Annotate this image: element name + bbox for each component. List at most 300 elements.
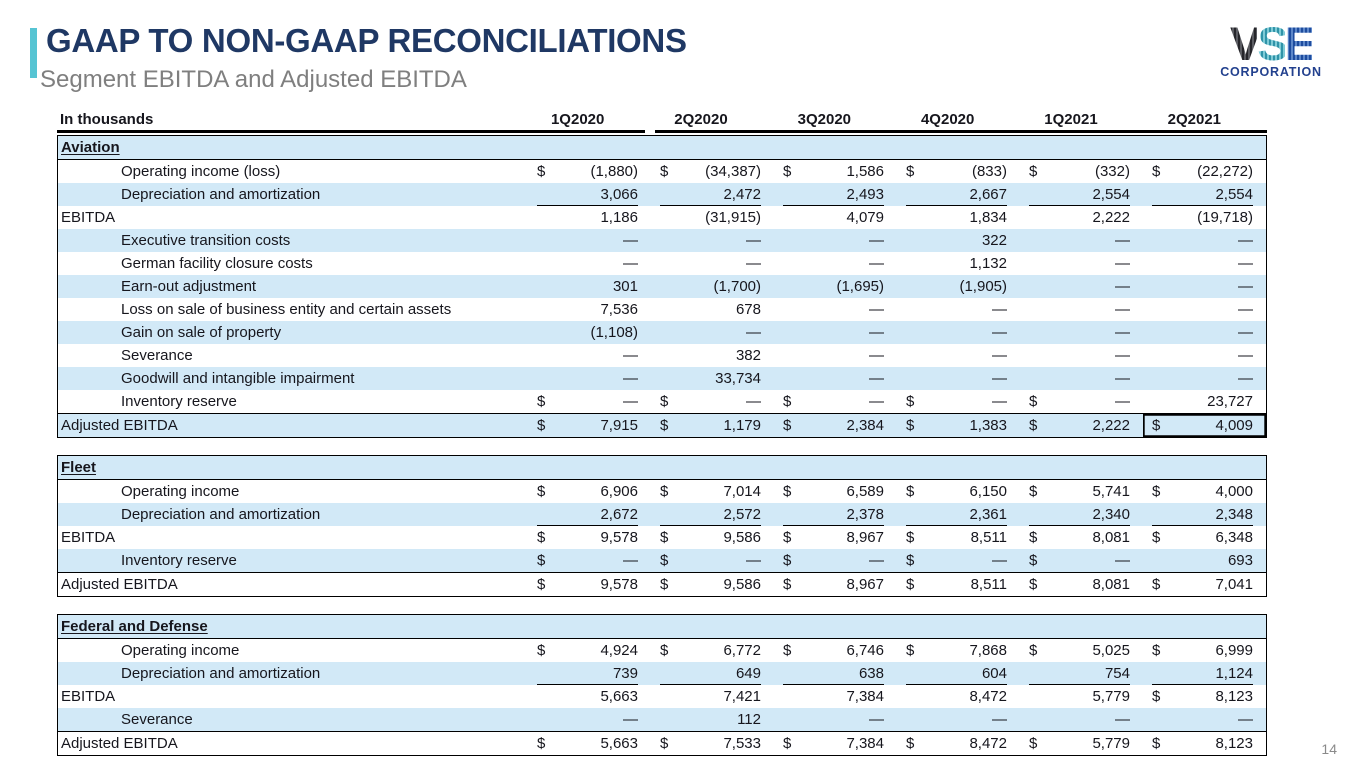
table-row xyxy=(58,298,1266,321)
value-inner xyxy=(906,685,1007,708)
dollar-sign: $ xyxy=(1029,735,1038,752)
value-cell xyxy=(651,321,774,344)
row-label: Loss on sale of business entity and certain assets xyxy=(121,301,452,318)
cell-value: 322 xyxy=(981,232,1007,249)
value-cell xyxy=(528,414,651,437)
cell-value: 2,222 xyxy=(1092,417,1130,434)
value-cell xyxy=(528,549,651,572)
dollar-sign: $ xyxy=(537,735,546,752)
cell-value: 9,578 xyxy=(600,576,638,593)
cell-value: — xyxy=(1115,347,1130,364)
cell-value: 2,384 xyxy=(846,417,884,434)
table-row xyxy=(58,390,1266,414)
cell-value: 8,081 xyxy=(1092,576,1130,593)
page-subtitle: Segment EBITDA and Adjusted EBITDA xyxy=(40,66,467,93)
dollar-sign: $ xyxy=(1152,735,1161,752)
cell-value: (34,387) xyxy=(705,163,761,180)
cell-value: 754 xyxy=(1104,664,1130,682)
cell-value: — xyxy=(992,370,1007,387)
cell-value: — xyxy=(1115,393,1130,410)
value-inner xyxy=(906,732,1007,755)
title-accent-bar xyxy=(30,28,37,78)
column-header: 4Q2020 xyxy=(920,111,975,128)
value-cell xyxy=(1020,414,1143,437)
value-inner xyxy=(1152,639,1253,662)
dollar-sign: $ xyxy=(660,642,669,659)
value-inner xyxy=(1152,526,1253,549)
cell-value: — xyxy=(992,347,1007,364)
dollar-sign: $ xyxy=(783,576,792,593)
value-inner xyxy=(1029,367,1130,390)
cell-value: 5,779 xyxy=(1092,688,1130,705)
value-cell xyxy=(528,708,651,731)
value-inner xyxy=(660,275,761,298)
cell-value: 8,123 xyxy=(1215,688,1253,705)
value-cell xyxy=(651,573,774,596)
table-row xyxy=(58,414,1266,437)
value-inner xyxy=(1152,229,1253,252)
cell-value: — xyxy=(869,347,884,364)
dollar-sign: $ xyxy=(1152,576,1161,593)
value-cell xyxy=(1020,252,1143,275)
cell-value: 8,081 xyxy=(1092,529,1130,546)
value-inner xyxy=(537,480,638,503)
value-inner xyxy=(1029,526,1130,549)
value-cell xyxy=(1020,275,1143,298)
dollar-sign: $ xyxy=(660,417,669,434)
value-cell xyxy=(528,229,651,252)
cell-value: 5,663 xyxy=(600,735,638,752)
logo-wordmark xyxy=(1212,17,1330,70)
dollar-sign: $ xyxy=(1152,688,1161,705)
value-inner xyxy=(660,662,761,685)
value-inner xyxy=(1152,708,1253,731)
value-inner xyxy=(783,639,884,662)
row-label: EBITDA xyxy=(61,529,116,546)
cell-value: — xyxy=(992,301,1007,318)
value-inner xyxy=(660,390,761,413)
dollar-sign: $ xyxy=(906,393,915,410)
dollar-sign: $ xyxy=(660,483,669,500)
dollar-sign: $ xyxy=(783,642,792,659)
cell-value: — xyxy=(1238,370,1253,387)
value-cell xyxy=(528,480,651,503)
value-cell xyxy=(528,732,651,755)
value-cell xyxy=(897,662,1020,685)
table-row xyxy=(58,639,1266,662)
value-cell xyxy=(528,298,651,321)
logo-letter-e: E xyxy=(1284,17,1313,70)
value-inner xyxy=(1152,183,1253,206)
value-inner xyxy=(1152,206,1253,229)
row-label: EBITDA xyxy=(61,688,116,705)
cell-value: 693 xyxy=(1227,552,1253,569)
table-row xyxy=(58,549,1266,573)
table-row xyxy=(58,321,1266,344)
value-cell xyxy=(651,662,774,685)
value-inner xyxy=(906,206,1007,229)
value-inner xyxy=(537,503,638,526)
cell-value: — xyxy=(1115,324,1130,341)
value-inner xyxy=(1029,252,1130,275)
value-cell xyxy=(528,252,651,275)
cell-value: 7,915 xyxy=(600,417,638,434)
dollar-sign: $ xyxy=(1152,642,1161,659)
value-inner xyxy=(537,390,638,413)
value-inner xyxy=(660,573,761,596)
table-sections xyxy=(57,135,1267,756)
dollar-sign: $ xyxy=(660,393,669,410)
cell-value: 7,421 xyxy=(723,688,761,705)
cell-value: — xyxy=(1115,255,1130,272)
value-cell xyxy=(897,480,1020,503)
value-inner xyxy=(783,503,884,526)
value-inner xyxy=(1029,503,1130,526)
value-cell xyxy=(651,275,774,298)
value-cell xyxy=(1143,344,1266,367)
cell-value: (1,108) xyxy=(590,324,638,341)
value-inner xyxy=(1029,344,1130,367)
value-inner xyxy=(906,573,1007,596)
value-inner xyxy=(1152,367,1253,390)
row-label: Operating income xyxy=(121,483,240,500)
value-cell xyxy=(651,685,774,708)
value-cell xyxy=(774,183,897,206)
cell-value: 7,533 xyxy=(723,735,761,752)
value-cell xyxy=(528,662,651,685)
row-label: Adjusted EBITDA xyxy=(61,576,178,593)
value-inner xyxy=(1029,549,1130,572)
value-inner xyxy=(1029,321,1130,344)
row-label: Depreciation and amortization xyxy=(121,186,321,203)
dollar-sign: $ xyxy=(1152,483,1161,500)
value-cell xyxy=(774,708,897,731)
value-cell xyxy=(897,206,1020,229)
cell-value: 604 xyxy=(981,664,1007,682)
value-inner xyxy=(537,685,638,708)
dollar-sign: $ xyxy=(1029,642,1038,659)
cell-value: 9,586 xyxy=(723,529,761,546)
cell-value: 1,834 xyxy=(969,209,1007,226)
value-cell xyxy=(897,229,1020,252)
cell-value: 2,348 xyxy=(1215,505,1253,523)
cell-value: 6,150 xyxy=(969,483,1007,500)
cell-value: 3,066 xyxy=(600,185,638,203)
table-row xyxy=(58,229,1266,252)
value-inner xyxy=(1152,298,1253,321)
cell-value: — xyxy=(1238,255,1253,272)
cell-value: 2,667 xyxy=(969,185,1007,203)
value-cell xyxy=(897,160,1020,183)
value-inner xyxy=(537,708,638,731)
cell-value: 4,924 xyxy=(600,642,638,659)
cell-value: — xyxy=(992,393,1007,410)
value-inner xyxy=(1029,685,1130,708)
value-cell xyxy=(651,390,774,413)
value-inner xyxy=(906,183,1007,206)
cell-value: — xyxy=(623,393,638,410)
value-cell xyxy=(528,367,651,390)
value-inner xyxy=(1029,229,1130,252)
table-row xyxy=(58,275,1266,298)
value-inner xyxy=(537,414,638,437)
value-cell xyxy=(1143,503,1266,526)
value-cell xyxy=(774,573,897,596)
value-inner xyxy=(1029,390,1130,413)
row-label: Earn-out adjustment xyxy=(121,278,257,295)
table-row xyxy=(58,662,1266,685)
value-cell xyxy=(651,252,774,275)
cell-value: — xyxy=(869,255,884,272)
cell-value: — xyxy=(746,255,761,272)
value-inner xyxy=(1029,206,1130,229)
cell-value: (1,695) xyxy=(836,278,884,295)
value-cell xyxy=(1143,526,1266,549)
value-inner xyxy=(783,573,884,596)
dollar-sign: $ xyxy=(906,552,915,569)
cell-value: 301 xyxy=(612,278,638,295)
value-cell xyxy=(1143,708,1266,731)
value-cell xyxy=(651,183,774,206)
dollar-sign: $ xyxy=(660,529,669,546)
dollar-sign: $ xyxy=(783,163,792,180)
value-cell xyxy=(774,160,897,183)
value-cell xyxy=(897,367,1020,390)
value-inner xyxy=(783,480,884,503)
value-inner xyxy=(1029,662,1130,685)
value-cell xyxy=(897,549,1020,572)
value-inner xyxy=(660,229,761,252)
value-cell xyxy=(651,414,774,437)
value-inner xyxy=(537,275,638,298)
cell-value: — xyxy=(623,347,638,364)
cell-value: — xyxy=(1238,232,1253,249)
cell-value: 8,967 xyxy=(846,576,884,593)
cell-value: 638 xyxy=(858,664,884,682)
value-cell xyxy=(774,367,897,390)
cell-value: — xyxy=(623,552,638,569)
value-cell xyxy=(774,685,897,708)
value-cell xyxy=(1143,298,1266,321)
cell-value: 2,472 xyxy=(723,185,761,203)
value-inner xyxy=(783,229,884,252)
table-row xyxy=(58,503,1266,526)
value-inner xyxy=(783,662,884,685)
value-inner xyxy=(660,708,761,731)
cell-value: — xyxy=(1238,278,1253,295)
value-cell xyxy=(1020,321,1143,344)
logo-letter-v: V xyxy=(1229,17,1258,70)
cell-value: 4,000 xyxy=(1215,483,1253,500)
value-inner xyxy=(660,367,761,390)
value-cell xyxy=(774,549,897,572)
value-inner xyxy=(1029,183,1130,206)
value-cell xyxy=(1143,321,1266,344)
column-header: 2Q2021 xyxy=(1167,111,1222,128)
cell-value: — xyxy=(1238,711,1253,728)
table-row xyxy=(58,344,1266,367)
cell-value: (31,915) xyxy=(705,209,761,226)
column-header: 1Q2021 xyxy=(1044,111,1098,128)
row-label: Depreciation and amortization xyxy=(121,665,321,682)
value-cell xyxy=(897,321,1020,344)
value-cell xyxy=(774,662,897,685)
cell-value: 6,348 xyxy=(1215,529,1253,546)
row-label: Adjusted EBITDA xyxy=(61,735,178,752)
table-row xyxy=(58,615,1266,639)
value-cell xyxy=(897,503,1020,526)
value-inner xyxy=(783,183,884,206)
row-label: Adjusted EBITDA xyxy=(61,417,178,434)
value-inner xyxy=(660,206,761,229)
cell-value: 1,132 xyxy=(969,255,1007,272)
value-inner xyxy=(537,298,638,321)
dollar-sign: $ xyxy=(783,417,792,434)
value-inner xyxy=(660,183,761,206)
value-inner xyxy=(537,526,638,549)
value-inner xyxy=(906,298,1007,321)
value-inner xyxy=(906,367,1007,390)
value-cell xyxy=(1020,503,1143,526)
value-inner xyxy=(783,344,884,367)
value-cell xyxy=(1143,183,1266,206)
value-inner xyxy=(660,252,761,275)
value-cell xyxy=(528,503,651,526)
dollar-sign: $ xyxy=(537,393,546,410)
value-cell xyxy=(1143,367,1266,390)
value-cell xyxy=(1143,685,1266,708)
value-inner xyxy=(783,321,884,344)
value-cell xyxy=(651,708,774,731)
cell-value: (1,880) xyxy=(590,163,638,180)
value-cell xyxy=(774,275,897,298)
cell-value: — xyxy=(869,324,884,341)
cell-value: 5,663 xyxy=(600,688,638,705)
dollar-sign: $ xyxy=(783,552,792,569)
value-inner xyxy=(783,685,884,708)
value-inner xyxy=(1152,321,1253,344)
value-inner xyxy=(537,206,638,229)
dollar-sign: $ xyxy=(1029,576,1038,593)
row-label: EBITDA xyxy=(61,209,116,226)
value-inner xyxy=(537,367,638,390)
value-cell xyxy=(774,414,897,437)
value-inner xyxy=(660,480,761,503)
dollar-sign: $ xyxy=(1152,417,1161,434)
value-cell xyxy=(651,367,774,390)
cell-value: 1,124 xyxy=(1215,664,1253,682)
cell-value: — xyxy=(869,370,884,387)
value-cell xyxy=(897,298,1020,321)
value-cell xyxy=(528,344,651,367)
value-cell xyxy=(651,229,774,252)
value-cell xyxy=(1143,160,1266,183)
cell-value: — xyxy=(869,232,884,249)
value-inner xyxy=(906,160,1007,183)
cell-value: 6,589 xyxy=(846,483,884,500)
row-label: German facility closure costs xyxy=(121,255,313,272)
row-label: Executive transition costs xyxy=(121,232,291,249)
value-inner xyxy=(906,549,1007,572)
cell-value: (332) xyxy=(1094,163,1130,180)
cell-value: 9,578 xyxy=(600,529,638,546)
value-cell xyxy=(774,480,897,503)
dollar-sign: $ xyxy=(660,163,669,180)
value-inner xyxy=(537,344,638,367)
value-inner xyxy=(1029,573,1130,596)
cell-value: 1,586 xyxy=(846,163,884,180)
value-cell xyxy=(897,390,1020,413)
table-row xyxy=(58,183,1266,206)
cell-value: — xyxy=(1115,278,1130,295)
value-cell xyxy=(1143,275,1266,298)
dollar-sign: $ xyxy=(660,576,669,593)
cell-value: 8,472 xyxy=(969,735,1007,752)
value-inner xyxy=(783,160,884,183)
value-cell xyxy=(1020,298,1143,321)
cell-value: 33,734 xyxy=(715,370,761,387)
cell-value: 2,672 xyxy=(600,505,638,523)
row-label: Goodwill and intangible impairment xyxy=(121,370,355,387)
cell-value: 6,746 xyxy=(846,642,884,659)
unit-label: In thousands xyxy=(60,111,154,128)
value-inner xyxy=(660,732,761,755)
value-cell xyxy=(528,573,651,596)
value-inner xyxy=(660,344,761,367)
value-inner xyxy=(783,275,884,298)
value-cell xyxy=(1020,183,1143,206)
value-cell xyxy=(1020,573,1143,596)
cell-value: — xyxy=(992,711,1007,728)
value-inner xyxy=(660,549,761,572)
value-cell xyxy=(528,206,651,229)
dollar-sign: $ xyxy=(660,552,669,569)
value-inner xyxy=(906,229,1007,252)
value-cell xyxy=(897,275,1020,298)
value-inner xyxy=(906,321,1007,344)
table-row xyxy=(58,252,1266,275)
cell-value: 23,727 xyxy=(1207,393,1253,410)
cell-value: 649 xyxy=(735,664,761,682)
value-inner xyxy=(1152,573,1253,596)
dollar-sign: $ xyxy=(1029,417,1038,434)
cell-value: 7,014 xyxy=(723,483,761,500)
value-inner xyxy=(906,275,1007,298)
row-label: Severance xyxy=(121,347,193,364)
value-inner xyxy=(1152,252,1253,275)
vse-corporation-logo xyxy=(1212,17,1330,80)
value-inner xyxy=(660,321,761,344)
value-inner xyxy=(537,160,638,183)
table-row xyxy=(58,160,1266,183)
cell-value: 7,868 xyxy=(969,642,1007,659)
value-inner xyxy=(537,252,638,275)
value-inner xyxy=(660,639,761,662)
dollar-sign: $ xyxy=(1029,393,1038,410)
cell-value: 2,361 xyxy=(969,505,1007,523)
value-cell xyxy=(528,275,651,298)
value-cell xyxy=(897,639,1020,662)
cell-value: 2,554 xyxy=(1215,185,1253,203)
cell-value: — xyxy=(1115,370,1130,387)
value-inner xyxy=(1152,344,1253,367)
row-label: Gain on sale of property xyxy=(121,324,282,341)
cell-value: 2,493 xyxy=(846,185,884,203)
value-inner xyxy=(1152,549,1253,572)
column-header: 2Q2020 xyxy=(674,111,728,128)
value-cell xyxy=(1020,206,1143,229)
dollar-sign: $ xyxy=(783,393,792,410)
